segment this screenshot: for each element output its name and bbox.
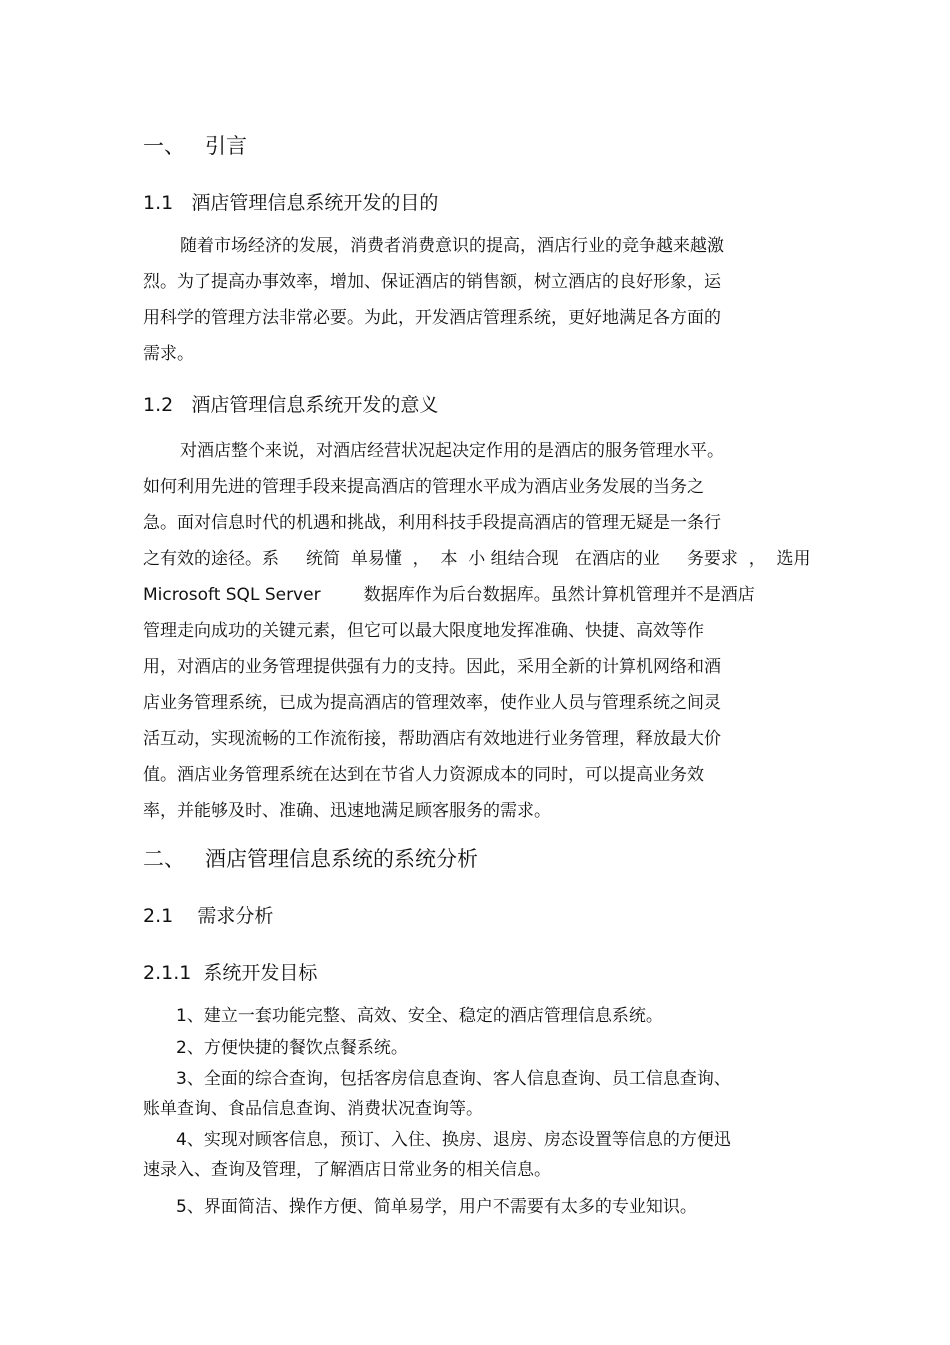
paragraph-1-2-line: 如何利用先进的管理手段来提高酒店的管理水平成为酒店业务发展的当务之: [143, 477, 704, 497]
heading-1-2-significance: 1.2 酒店管理信息系统开发的意义: [143, 394, 439, 416]
paragraph-1-1-line: 随着市场经济的发展，消费者消费意识的提高，酒店行业的竞争越来越激: [180, 236, 724, 256]
paragraph-1-2-line: 率，并能够及时、准确、迅速地满足顾客服务的需求。: [143, 801, 551, 821]
goal-item: 2、方便快捷的餐饮点餐系统。: [176, 1038, 408, 1058]
heading-2-1-requirements: 2.1 需求分析: [143, 905, 274, 927]
paragraph-1-2-line: 活互动，实现流畅的工作流衔接，帮助酒店有效地进行业务管理，释放最大价: [143, 729, 721, 749]
paragraph-1-1-line: 需求。: [143, 344, 194, 364]
paragraph-1-2-line: 之有效的途径。系 统简 单易懂 ， 本 小 组结合现 在酒店的业 务要求 ， 选用: [143, 549, 811, 569]
goal-item: 3、全面的综合查询，包括客房信息查询、客人信息查询、员工信息查询、: [176, 1069, 731, 1089]
goal-item: 1、建立一套功能完整、高效、安全、稳定的酒店管理信息系统。: [176, 1006, 663, 1026]
paragraph-1-2-line: 店业务管理系统，已成为提高酒店的管理效率，使作业人员与管理系统之间灵: [143, 693, 721, 713]
paragraph-1-2-line: 急。面对信息时代的机遇和挑战，利用科技手段提高酒店的管理无疑是一条行: [143, 513, 721, 533]
paragraph-1-2-line: 值。酒店业务管理系统在达到在节省人力资源成本的同时，可以提高业务效: [143, 765, 704, 785]
heading-system-analysis: 二、 酒店管理信息系统的系统分析: [143, 847, 479, 871]
paragraph-1-2-line: Microsoft SQL Server 数据库作为后台数据库。虽然计算机管理并不是酒店: [143, 585, 755, 605]
heading-1-1-purpose: 1.1 酒店管理信息系统开发的目的: [143, 192, 439, 214]
paragraph-1-1-line: 烈。为了提高办事效率，增加、保证酒店的销售额，树立酒店的良好形象，运: [143, 272, 721, 292]
goal-item: 4、实现对顾客信息，预订、入住、换房、退房、房态设置等信息的方便迅: [176, 1130, 731, 1150]
paragraph-1-2-line: 用，对酒店的业务管理提供强有力的支持。因此，采用全新的计算机网络和酒: [143, 657, 721, 677]
goal-item: 5、界面简洁、操作方便、简单易学，用户不需要有太多的专业知识。: [176, 1197, 697, 1217]
paragraph-1-2-line: 管理走向成功的关键元素，但它可以最大限度地发挥准确、快捷、高效等作: [143, 621, 704, 641]
heading-introduction: 一、 引言: [143, 134, 248, 158]
goal-item-continuation: 账单查询、食品信息查询、消费状况查询等。: [143, 1099, 483, 1119]
paragraph-1-2-line: 对酒店整个来说，对酒店经营状况起决定作用的是酒店的服务管理水平。: [180, 441, 724, 461]
heading-2-1-1-goals: 2.1.1 系统开发目标: [143, 962, 318, 984]
goal-item-continuation: 速录入、查询及管理，了解酒店日常业务的相关信息。: [143, 1160, 551, 1180]
paragraph-1-1-line: 用科学的管理方法非常必要。为此，开发酒店管理系统，更好地满足各方面的: [143, 308, 721, 328]
